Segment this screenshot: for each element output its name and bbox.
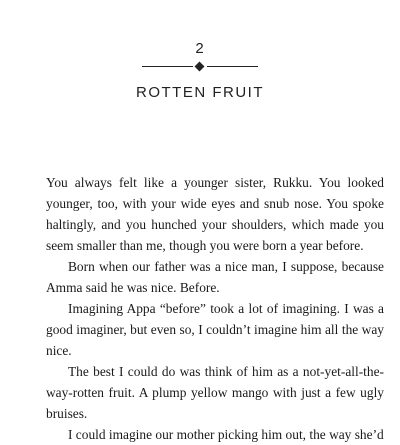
paragraph: Born when our father was a nice man, I suppose, because Amma said he was nice. Before. <box>46 259 384 295</box>
chapter-divider-ornament <box>142 60 258 74</box>
chapter-body <box>46 172 384 445</box>
divider-line-right <box>207 66 258 67</box>
paragraph: You always felt like a younger sister, Rukku. You looked younger, too, with your wide eyes and snub nose. You spoke haltingly, and you hunched your shoulders, which made you seem smaller than me, though you were born a year before. <box>46 175 384 253</box>
diamond-icon <box>195 62 205 72</box>
paragraph: Imagining Appa “before” took a lot of imagining. I was a good imaginer, but even so, I couldn’t imagine him all the way nice. <box>46 301 384 358</box>
chapter-number: 2 <box>195 40 205 57</box>
chapter-title: ROTTEN FRUIT <box>136 84 264 101</box>
paragraph: I could imagine our mother picking him out, the way she’d <box>68 427 384 442</box>
paragraph: The best I could do was think of him as a not-yet-all-the-way-rotten fruit. A plump yellow mango with just a few ugly bruises. <box>46 364 384 421</box>
divider-line-left <box>142 66 193 67</box>
